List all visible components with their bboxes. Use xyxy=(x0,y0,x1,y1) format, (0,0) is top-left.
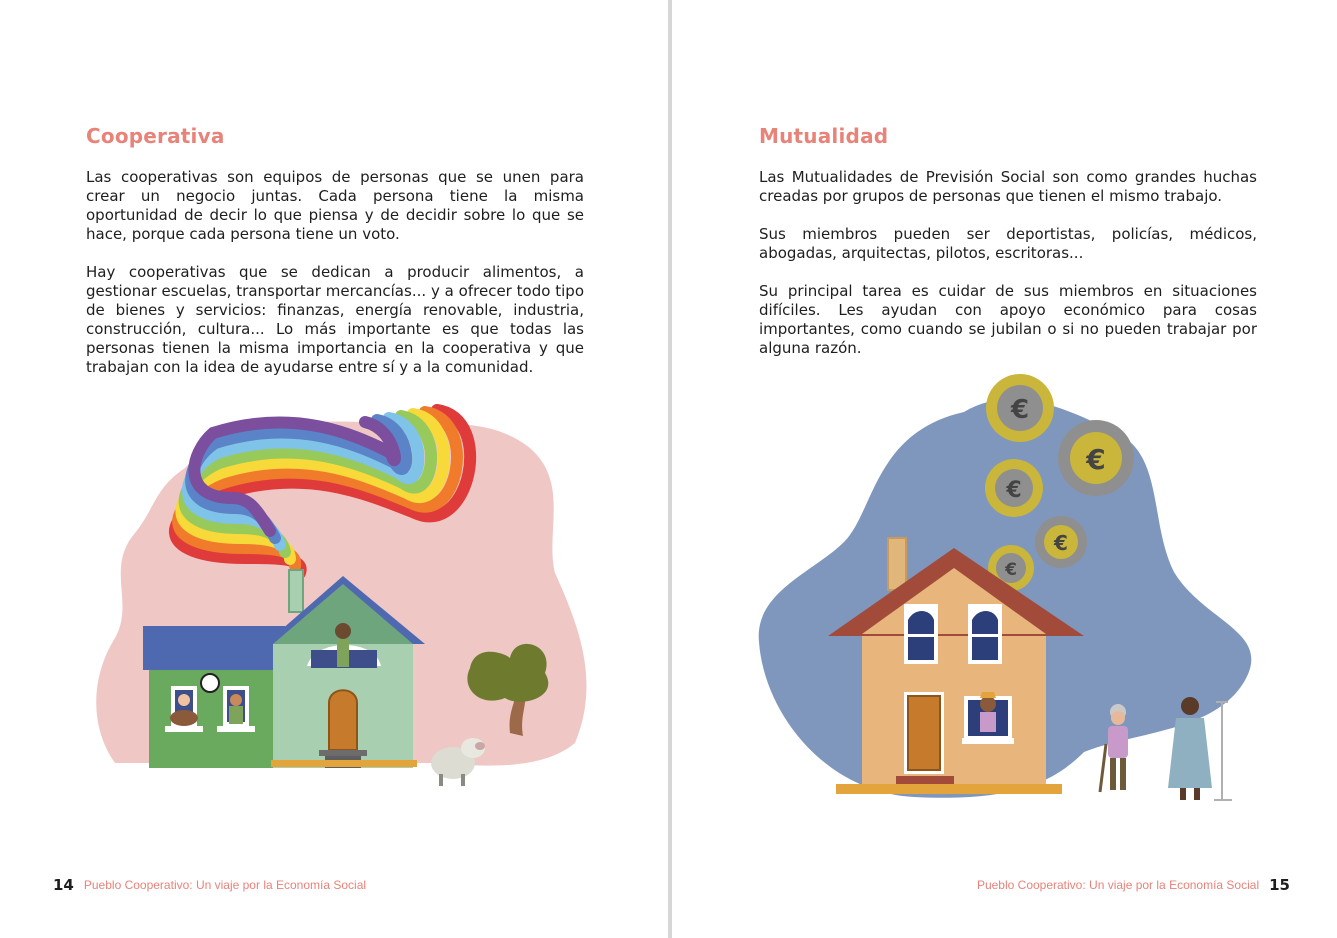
door xyxy=(908,696,940,770)
euro-icon: € xyxy=(1010,395,1030,425)
mutualidad-heading: Mutualidad xyxy=(759,124,889,148)
door xyxy=(329,690,357,750)
blue-roof-left xyxy=(143,626,285,670)
cooperative-house-illustration xyxy=(75,398,595,793)
left-page xyxy=(0,0,668,938)
right-page xyxy=(672,0,1337,938)
footer-title: Pueblo Cooperativo: Un viaje por la Economía Social xyxy=(976,878,1260,892)
footer-title: Pueblo Cooperativo: Un viaje por la Economía Social xyxy=(83,878,367,892)
right-footer xyxy=(977,876,1290,894)
euro-icon: € xyxy=(1006,478,1022,503)
euro-icon: € xyxy=(1054,531,1068,555)
euro-icon: € xyxy=(1005,560,1017,580)
mutual-house-illustration xyxy=(754,372,1264,812)
left-footer xyxy=(53,876,366,894)
cooperativa-paragraph-1: Las cooperativas son equipos de personas que se unen para crear un negocio juntas. Cada persona tiene la misma oportunidad de decir lo que piensa y de decidir sobre lo que se hace, porque cada persona tiene un voto. xyxy=(86,168,584,243)
page-number-15: 15 xyxy=(1269,876,1290,894)
mutualidad-paragraph-1: Las Mutualidades de Previsión Social son como grandes huchas creadas por grupos de personas que tienen el mismo trabajo. xyxy=(759,168,1257,205)
mutualidad-paragraph-3: Su principal tarea es cuidar de sus miembros en situaciones difíciles. Les ayudan con apoyo económico para cosas importantes, como cuando se jubilan o si no pueden trabajar por alguna razón. xyxy=(759,282,1257,357)
euro-icon: € xyxy=(1086,443,1106,476)
tan-house xyxy=(862,624,1046,786)
page-number-14: 14 xyxy=(53,876,74,894)
cooperativa-heading: Cooperativa xyxy=(86,124,225,148)
cooperativa-paragraph-2: Hay cooperativas que se dedican a producir alimentos, a gestionar escuelas, transportar mercancías... y a ofrecer todo tipo de bienes y servicios: finanzas, energía renovable, industria, construcción, cultura... Lo más importante es que todas las personas tienen la misma importancia en la cooperativa y que trabajan con la idea de ayudarse entre sí y a la comunidad. xyxy=(86,263,584,376)
chimney xyxy=(289,570,303,612)
mutualidad-paragraph-2: Sus miembros pueden ser deportistas, policías, médicos, abogadas, arquitectas, pilotos, escritoras... xyxy=(759,225,1257,262)
chimney xyxy=(888,538,906,590)
